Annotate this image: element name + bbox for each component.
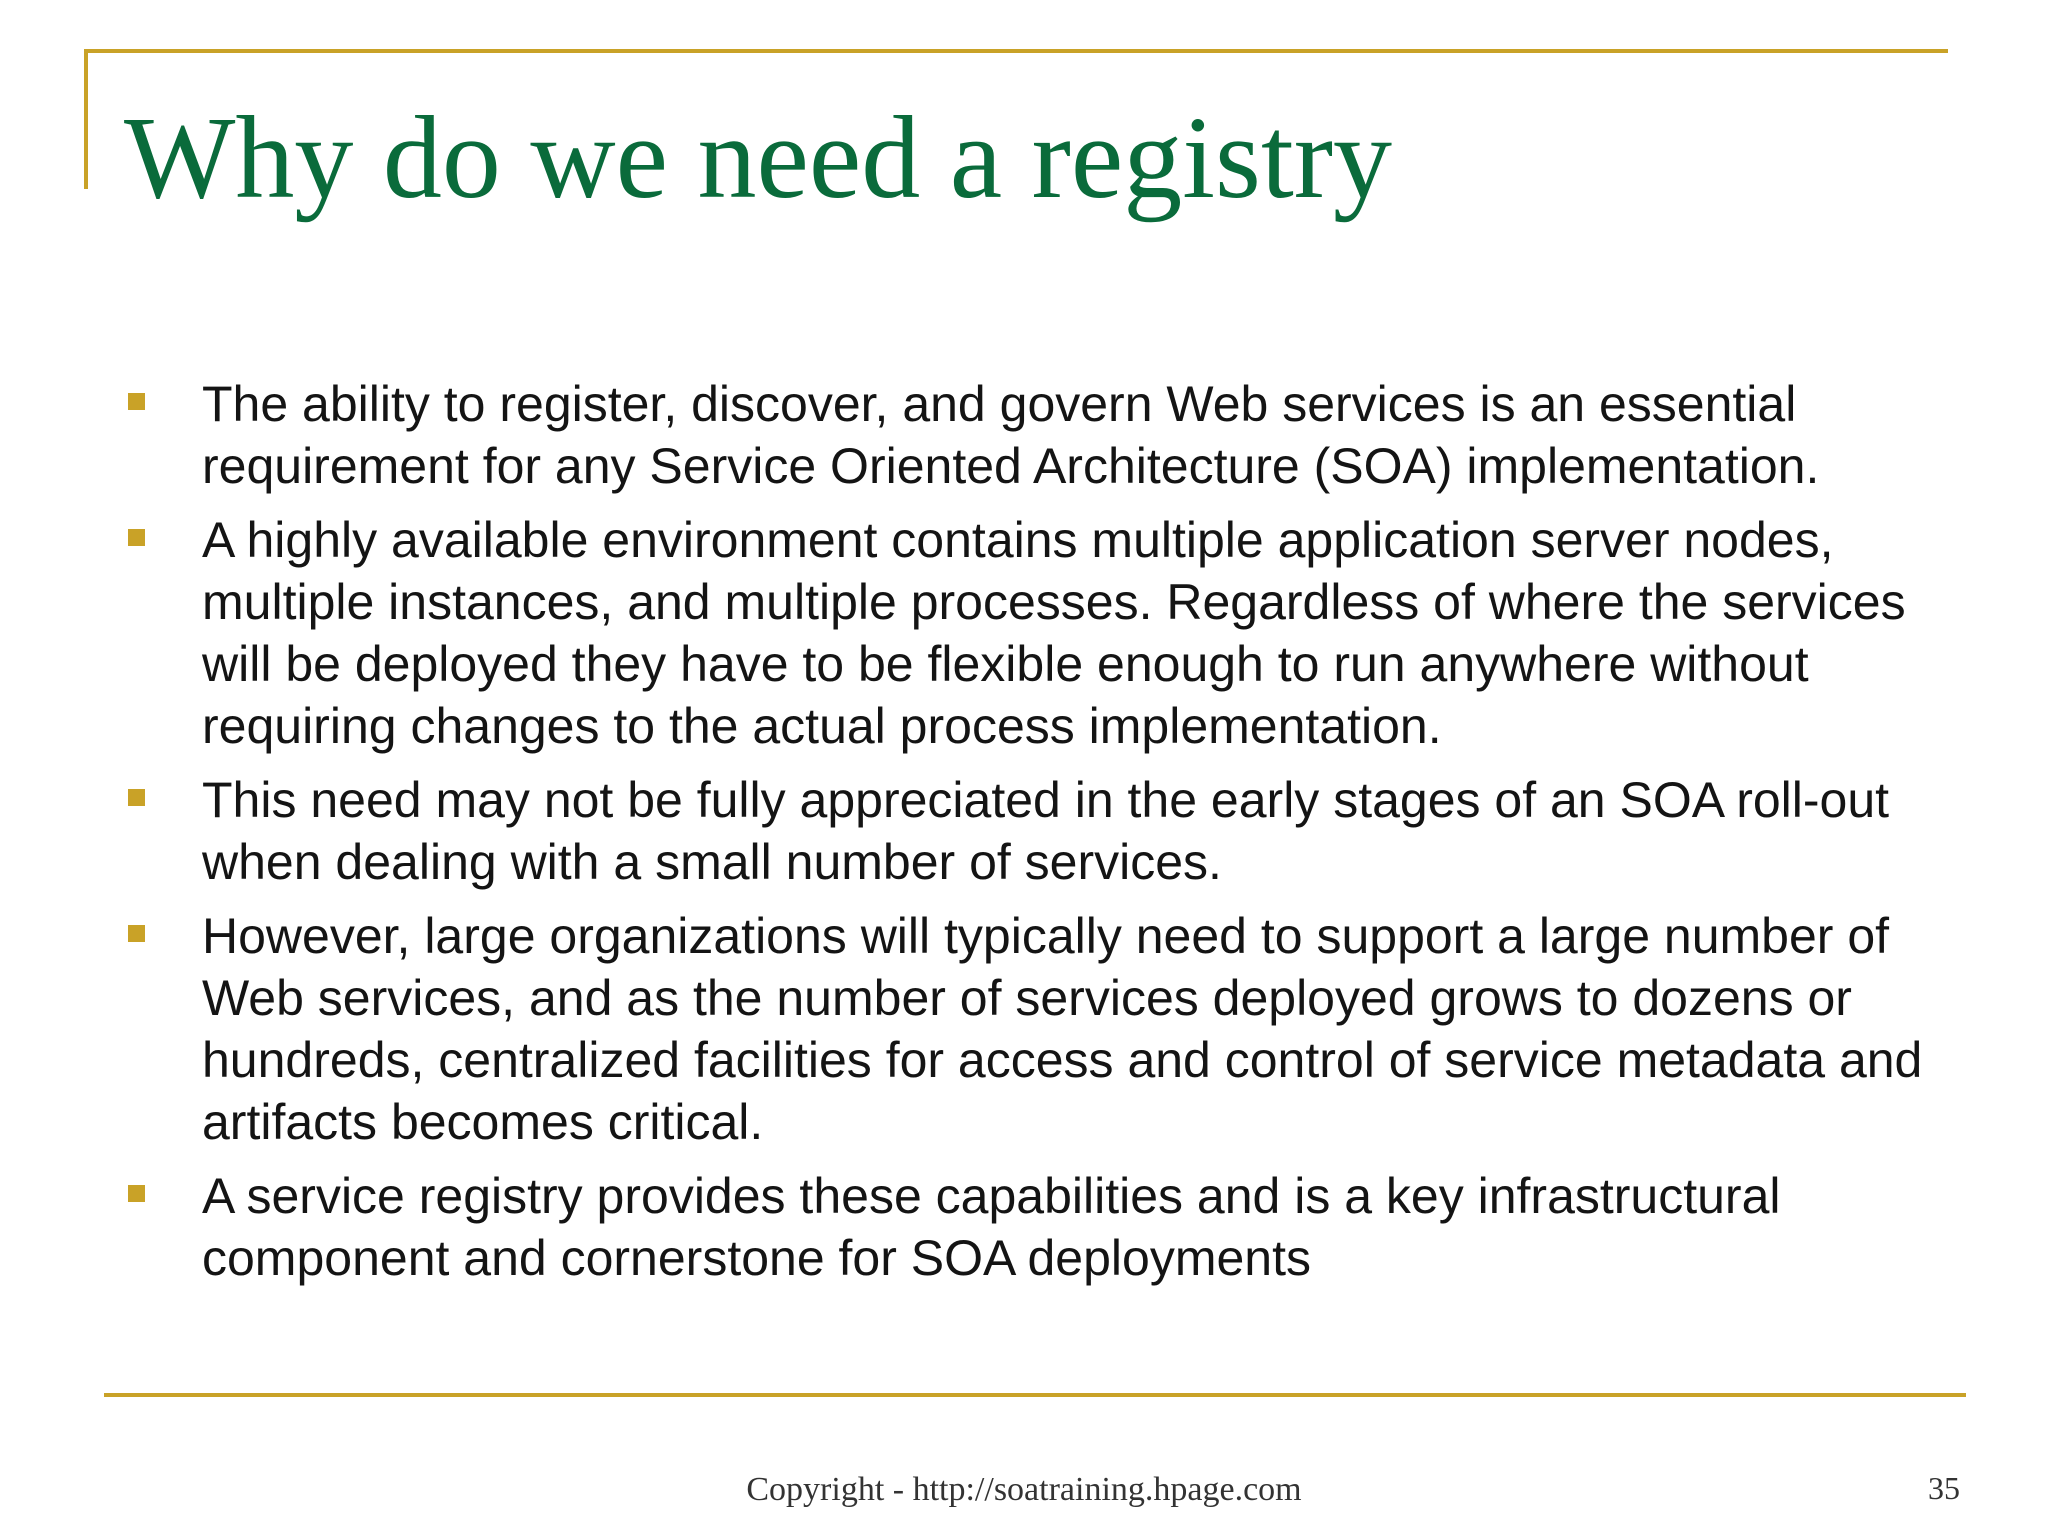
bottom-divider-line: [104, 1393, 1966, 1397]
square-bullet-icon: [128, 529, 145, 546]
bullet-text: A highly available environment contains multiple application server nodes, multiple instances, and multiple processes. Regardless of where the services will be deployed they have to be flexible enough to run anywhere without requiring changes to the actual process implementation.: [202, 512, 1906, 754]
bullet-item: [124, 1165, 1964, 1289]
top-border-line: [84, 49, 1948, 53]
bullet-text: However, large organizations will typically need to support a large number of Web services, and as the number of services deployed grows to dozens or hundreds, centralized facilities for access and control of service metadata and artifacts becomes critical.: [202, 908, 1923, 1150]
bullet-item: [124, 769, 1964, 893]
page-number: 35: [1928, 1470, 1960, 1506]
bullet-text: This need may not be fully appreciated in the early stages of an SOA roll-out when dealing with a small number of services.: [202, 772, 1890, 890]
bullet-text: The ability to register, discover, and govern Web services is an essential requirement for any Service Oriented Architecture (SOA) implementation.: [202, 376, 1820, 494]
square-bullet-icon: [128, 1185, 145, 1202]
bullet-item: [124, 373, 1964, 497]
square-bullet-icon: [128, 393, 145, 410]
bullet-item: [124, 509, 1964, 757]
bullet-text: A service registry provides these capabilities and is a key infrastructural component and cornerstone for SOA deployments: [202, 1168, 1781, 1286]
square-bullet-icon: [128, 789, 145, 806]
bullet-item: [124, 905, 1964, 1153]
footer-copyright: Copyright - http://soatraining.hpage.com: [746, 1471, 1302, 1508]
square-bullet-icon: [128, 925, 145, 942]
bullet-list: [124, 373, 1964, 1301]
left-border-line: [84, 49, 88, 189]
slide-title: Why do we need a registry: [124, 92, 1393, 223]
